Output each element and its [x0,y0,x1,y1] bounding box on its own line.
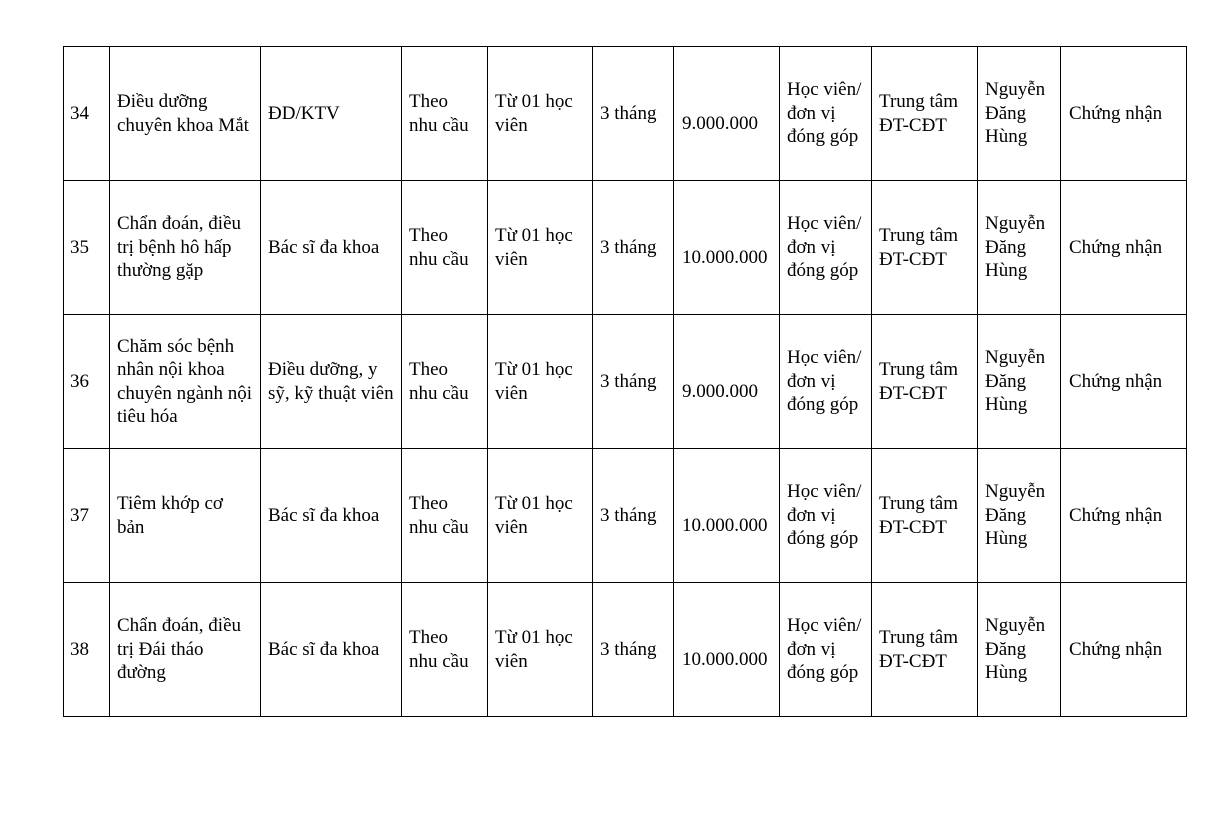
course-name: Chẩn đoán, điều trị Đái tháo đường [110,583,261,717]
fee-payer: Học viên/ đơn vị đóng góp [780,583,872,717]
training-unit: Trung tâm ĐT-CĐT [872,181,978,315]
schedule: Theo nhu cầu [402,181,488,315]
table-row [64,449,1187,583]
instructor: Nguyễn Đăng Hùng [978,583,1061,717]
tuition-fee: 10.000.000 [674,449,780,583]
certificate-type: Chứng nhận [1061,583,1187,717]
course-name: Chăm sóc bệnh nhân nội khoa chuyên ngành nội tiêu hóa [110,315,261,449]
course-name: Tiêm khớp cơ bản [110,449,261,583]
fee-payer: Học viên/ đơn vị đóng góp [780,181,872,315]
duration: 3 tháng [593,47,674,181]
target-learners: Điều dưỡng, y sỹ, kỹ thuật viên [261,315,402,449]
enrollment: Từ 01 học viên [488,181,593,315]
fee-payer: Học viên/ đơn vị đóng góp [780,47,872,181]
training-unit: Trung tâm ĐT-CĐT [872,47,978,181]
duration: 3 tháng [593,181,674,315]
table-row [64,315,1187,449]
enrollment: Từ 01 học viên [488,583,593,717]
target-learners: ĐD/KTV [261,47,402,181]
duration: 3 tháng [593,583,674,717]
table-row [64,181,1187,315]
target-learners: Bác sĩ đa khoa [261,181,402,315]
row-number: 38 [64,583,110,717]
tuition-fee: 9.000.000 [674,47,780,181]
instructor: Nguyễn Đăng Hùng [978,315,1061,449]
fee-payer: Học viên/ đơn vị đóng góp [780,449,872,583]
course-name: Chẩn đoán, điều trị bệnh hô hấp thường gặp [110,181,261,315]
enrollment: Từ 01 học viên [488,47,593,181]
fee-payer: Học viên/ đơn vị đóng góp [780,315,872,449]
row-number: 34 [64,47,110,181]
training-unit: Trung tâm ĐT-CĐT [872,449,978,583]
duration: 3 tháng [593,315,674,449]
course-name: Điều dưỡng chuyên khoa Mắt [110,47,261,181]
enrollment: Từ 01 học viên [488,315,593,449]
tuition-fee: 10.000.000 [674,583,780,717]
instructor: Nguyễn Đăng Hùng [978,47,1061,181]
instructor: Nguyễn Đăng Hùng [978,181,1061,315]
schedule: Theo nhu cầu [402,583,488,717]
schedule: Theo nhu cầu [402,47,488,181]
target-learners: Bác sĩ đa khoa [261,449,402,583]
row-number: 35 [64,181,110,315]
table-row [64,583,1187,717]
tuition-fee: 9.000.000 [674,315,780,449]
instructor: Nguyễn Đăng Hùng [978,449,1061,583]
row-number: 36 [64,315,110,449]
certificate-type: Chứng nhận [1061,181,1187,315]
schedule: Theo nhu cầu [402,449,488,583]
row-number: 37 [64,449,110,583]
certificate-type: Chứng nhận [1061,315,1187,449]
certificate-type: Chứng nhận [1061,47,1187,181]
schedule: Theo nhu cầu [402,315,488,449]
training-course-table [63,46,1187,717]
duration: 3 tháng [593,449,674,583]
training-unit: Trung tâm ĐT-CĐT [872,583,978,717]
training-unit: Trung tâm ĐT-CĐT [872,315,978,449]
enrollment: Từ 01 học viên [488,449,593,583]
tuition-fee: 10.000.000 [674,181,780,315]
certificate-type: Chứng nhận [1061,449,1187,583]
target-learners: Bác sĩ đa khoa [261,583,402,717]
table-row [64,47,1187,181]
